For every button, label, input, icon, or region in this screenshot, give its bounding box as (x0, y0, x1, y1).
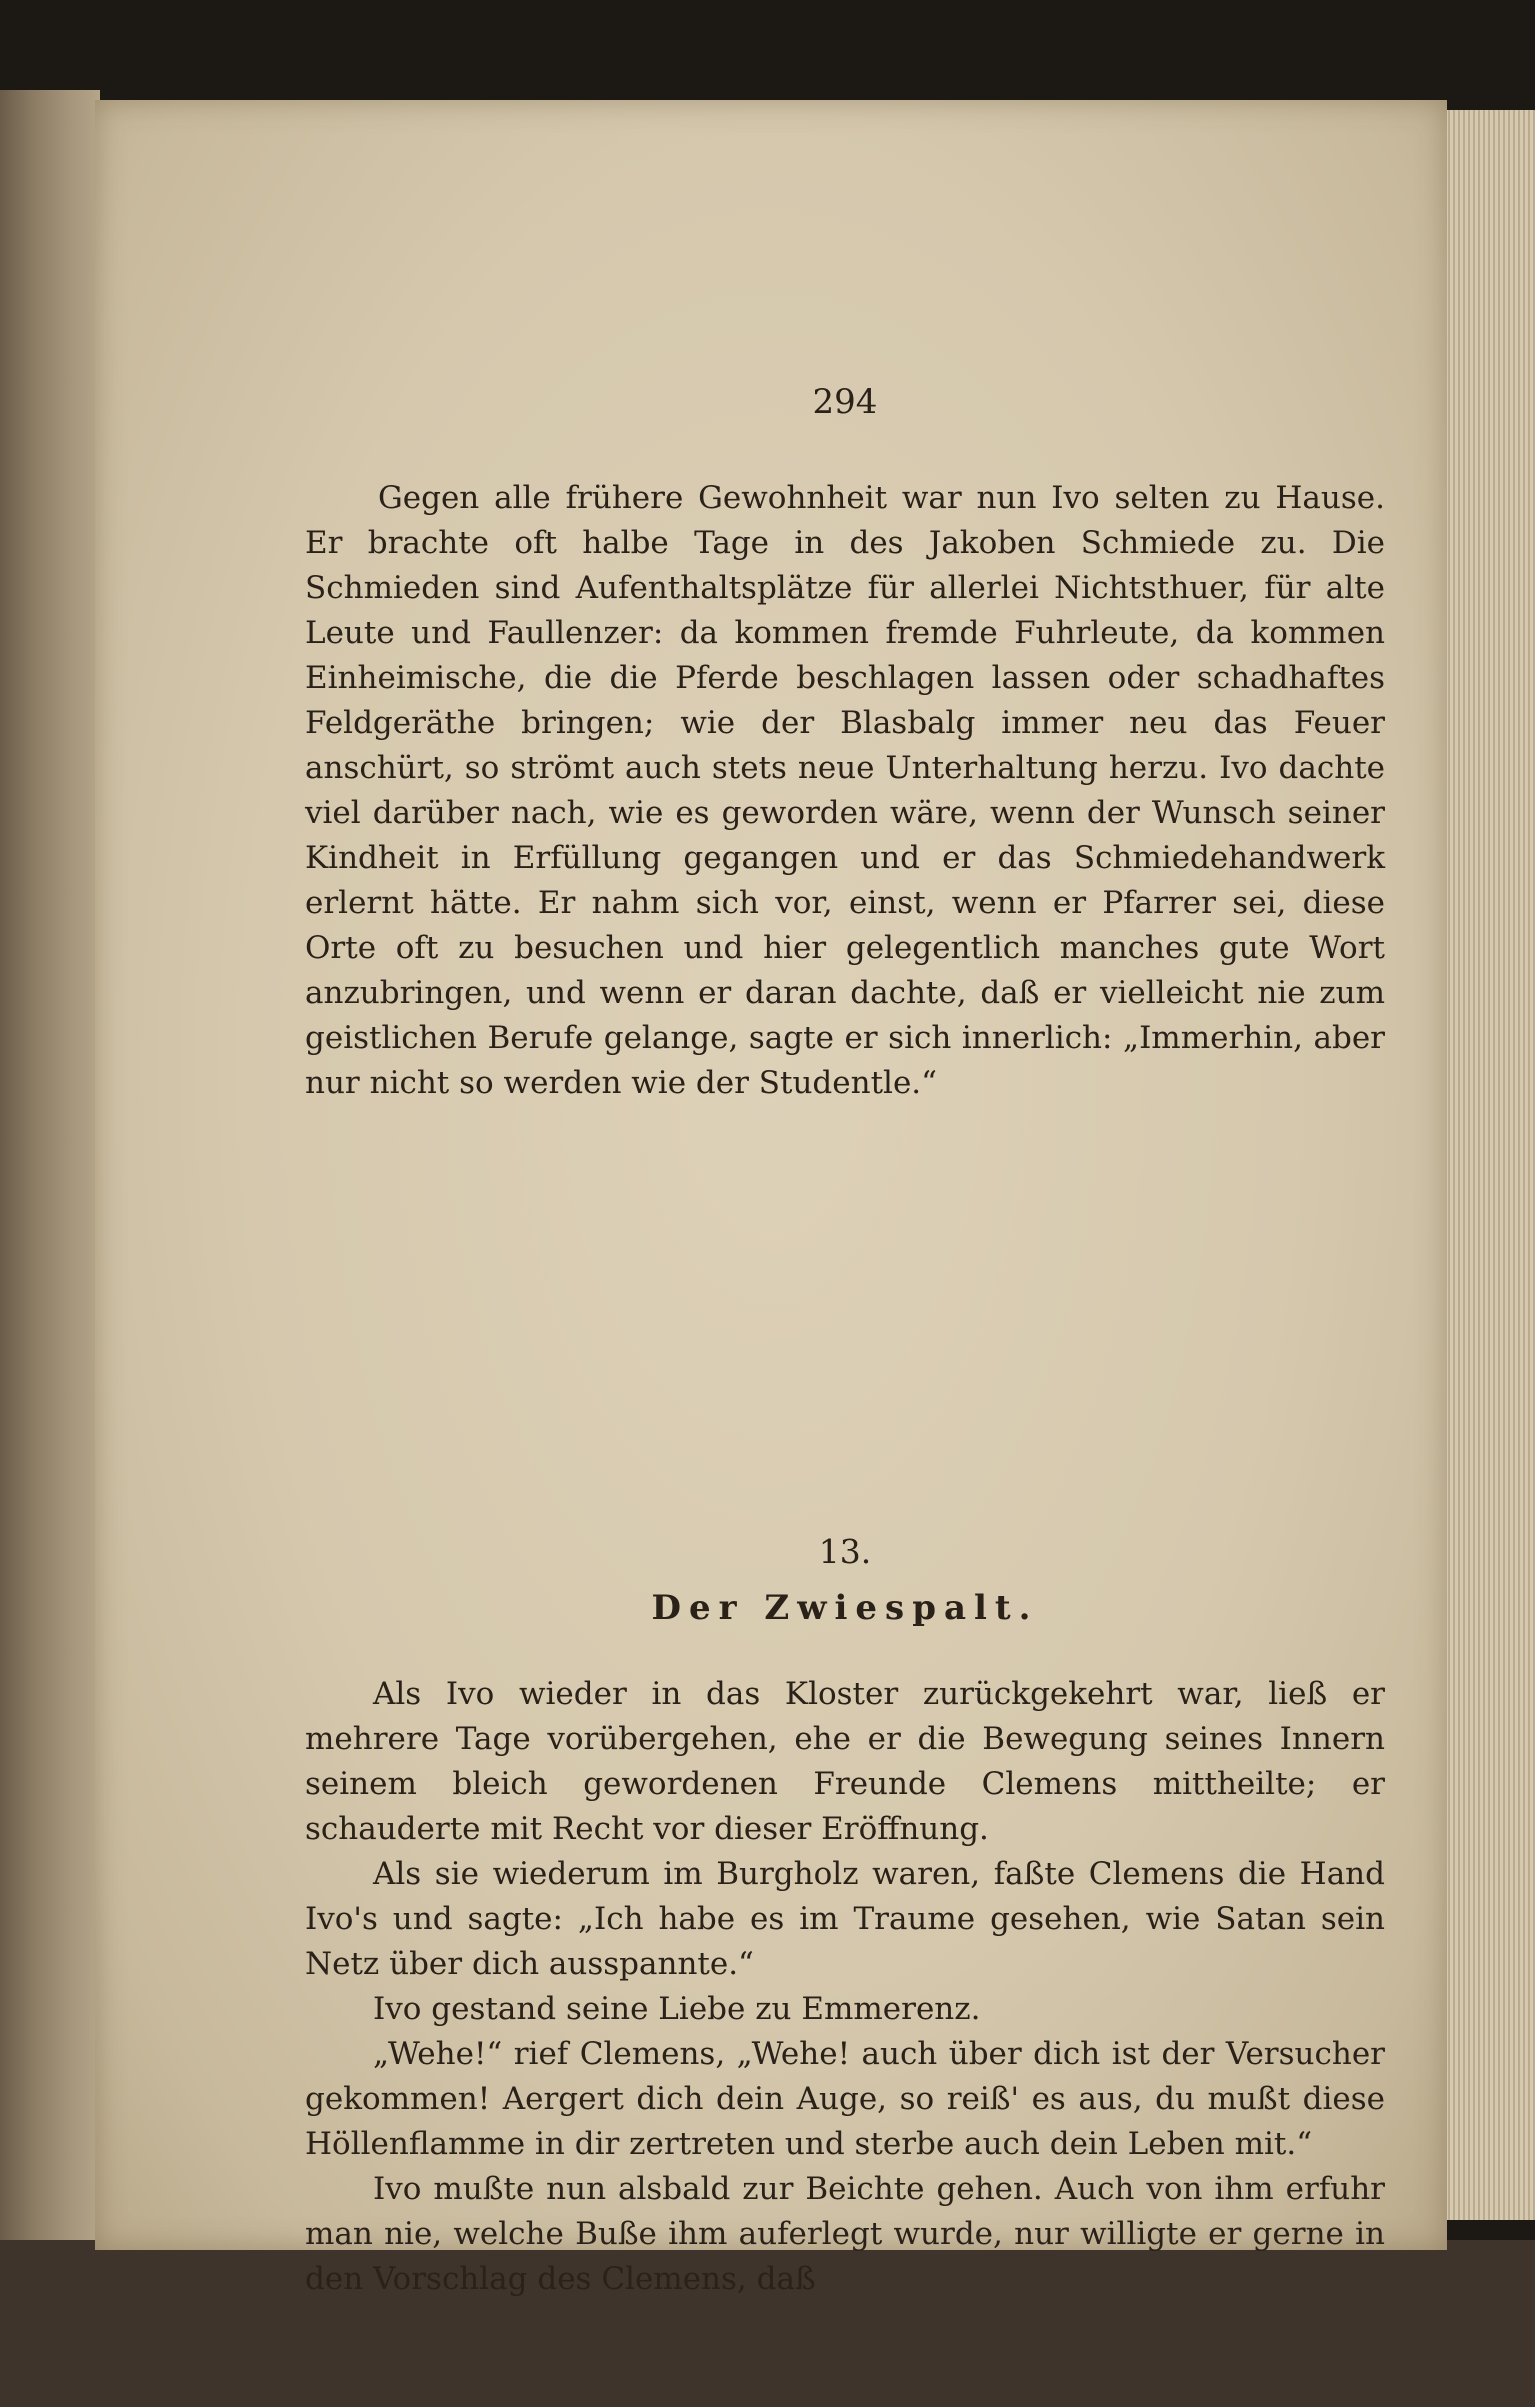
paragraph: Gegen alle frühere Gewohnheit war nun Ivo selten zu Hause. Er brachte oft halbe Tage in des Jakoben Schmiede zu. Die Schmieden sind Aufenthaltsplätze für allerlei Nichtsthuer, für alte Leute und Faullenzer: da kommen fremde Fuhrleute, da kommen Einheimische, die die Pferde beschlagen lassen oder schadhaftes Feldgeräthe bringen; wie der Blasbalg immer neu das Feuer anschürt, so strömt auch stets neue Unterhaltung herzu. Ivo dachte viel darüber nach, wie es geworden wäre, wenn der Wunsch seiner Kindheit in Erfüllung gegangen und er das Schmiedehandwerk erlernt hätte. Er nahm sich vor, einst, wenn er Pfarrer sei, diese Orte oft zu besuchen und hier gelegentlich manches gute Wort anzubringen, und wenn er daran dachte, daß er vielleicht nie zum geistlichen Berufe gelange, sagte er sich innerlich: „Immerhin, aber nur nicht so werden wie der Studentle.“ (305, 480, 1385, 1101)
book-left-edge (0, 90, 100, 2300)
paragraph: Als Ivo wieder in das Kloster zurückgekehrt war, ließ er mehrere Tage vorübergehen, ehe er die Bewegung seines Innern seinem bleich gewordenen Freunde Clemens mittheilte; er schauderte mit Recht vor dieser Eröffnung. (305, 1676, 1385, 1847)
paragraph: Als sie wiederum im Burgholz waren, faßte Clemens die Hand Ivo's und sagte: „Ich habe es im Traume gesehen, wie Satan sein Netz über dich ausspannte.“ (305, 1856, 1385, 1982)
paragraph: „Wehe!“ rief Clemens, „Wehe! auch über dich ist der Versucher gekommen! Aergert dich dein Auge, so reiß' es aus, du mußt diese Höllenflamme in dir zertreten und sterbe auch dein Leben mit.“ (305, 2036, 1385, 2162)
chapter-body (305, 1672, 1385, 2302)
page-number: 294 (812, 382, 878, 422)
chapter-number: 13. (818, 1532, 872, 1571)
chapter-title: Der Zwiespalt. (651, 1588, 1039, 1628)
paragraph: Ivo mußte nun alsbald zur Beichte gehen. Auch von ihm erfuhr man nie, welche Buße ihm auferlegt wurde, nur willigte er gerne in den Vorschlag des Clemens, daß (305, 2171, 1385, 2297)
book-page-edges (1440, 110, 1535, 2220)
paragraph: Ivo gestand seine Liebe zu Emmerenz. (373, 1991, 981, 2027)
book-page (95, 100, 1447, 2297)
